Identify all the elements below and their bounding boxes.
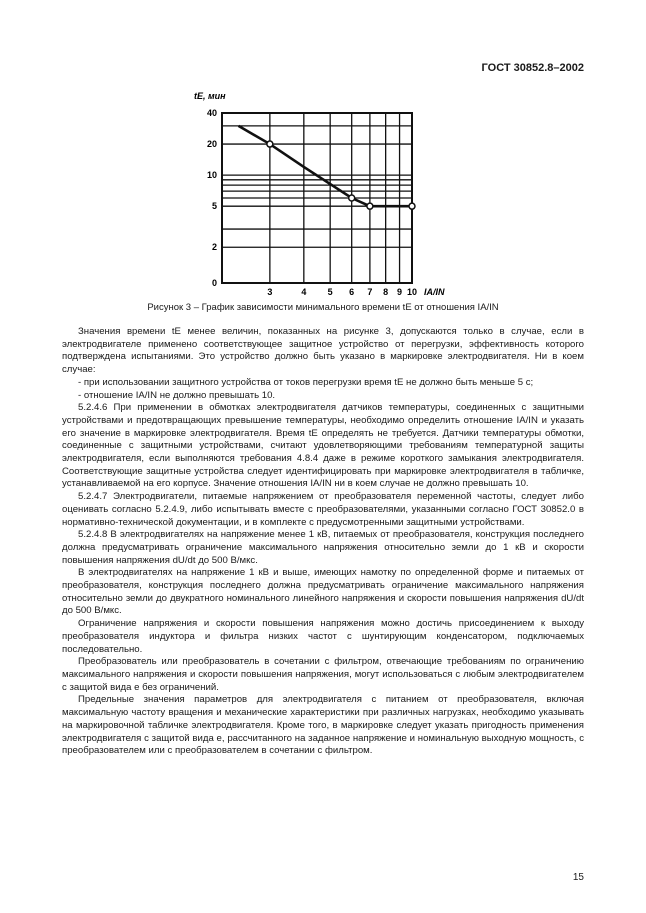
paragraph: 5.2.4.6 При применении в обмотках электродвигателя датчиков температуры, соединенных с защитными устройствами и предотвращающих превышение температуры, необходимо определить отношение IA/IN и указать его значение в маркировке электродвигателя. Время tE определять не требуется. Датчики температуры обмотки, соединенные с защитными устройствами, считают удовлетворяющими требованиям температурной защиты электродвигателя, если выполняются требования 4.8.4 даже в режиме короткого замыкания электродвигателя. Соответствующие защитные устройства следует идентифицировать при маркировке электродвигателя в табличке, устанавливаемой на его корпусе. Значение отношения IA/IN ни в коем случае не должно превышать 10.: [62, 402, 584, 490]
figure-caption: Рисунок 3 – График зависимости минимального времени tE от отношения IA/IN: [147, 302, 499, 313]
time-ratio-chart: [190, 85, 450, 300]
data-point: [367, 203, 373, 209]
y-tick-label: 10: [206, 170, 217, 181]
standard-header: ГОСТ 30852.8–2002: [481, 62, 584, 74]
data-point: [349, 195, 355, 201]
paragraph: 5.2.4.7 Электродвигатели, питаемые напряжением от преобразователя переменной частоты, следует либо оценивать согласно 5.2.4.9, либо испытывать вместе с преобразователями, указанными согласно ГОСТ 30852.0 в нормативно-технической документации, и в комплекте с предусмотренными защитными устройствами.: [62, 491, 584, 528]
data-point: [267, 141, 273, 147]
y-tick-label: 20: [206, 139, 217, 150]
paragraph: - при использовании защитного устройства от токов перегрузки время tE не должно быть меньше 5 с;: [78, 376, 534, 388]
x-tick-label: 6: [349, 287, 355, 297]
x-tick-label: 10: [406, 287, 418, 297]
paragraph: Предельные значения параметров для электродвигателя с питанием от преобразователя, включая максимальную частоту вращения и механические характеристики при различных нагрузках, необходимо указывать на маркировочной табличке электродвигателя. Кроме того, в маркировке следует указать пригодность применения электродвигателя с защитой вида e, рассчитанного на заданное напряжение и номинальную выходную мощность, с преобразователем или с преобразователем в сочетании с фильтром.: [62, 694, 584, 757]
paragraph: Ограничение напряжения и скорости повышения напряжения можно достичь присоединением к выходу преобразователя индуктора и фильтра низких частот с шунтирующим конденсатором, подключаемых последовательно.: [62, 618, 584, 655]
x-tick-label: 9: [397, 287, 403, 297]
x-tick-label: 4: [301, 287, 307, 297]
paragraph: Значения времени tE менее величин, показанных на рисунке 3, допускаются только в случае, если в электродвигателе применено соответствующее защитное устройство от перегрузки, эффективность которого подтверждена испытаниями. Это устройство должно быть указано в маркировке электродвигателя. Ни в коем случае:: [62, 326, 584, 376]
x-tick-label: 5: [327, 287, 333, 297]
paragraph: 5.2.4.8 В электродвигателях на напряжение менее 1 кВ, питаемых от преобразователя, конструкция последнего должна предусматривать ограничение максимального напряжения относительно земли до 1 кВ и скорости повышения напряжения dU/dt до 500 В/мкс.: [62, 529, 584, 566]
y-tick-label: 40: [206, 108, 217, 118]
paragraph: В электродвигателях на напряжение 1 кВ и выше, имеющих намотку по определенной форме и питаемых от преобразователя, конструкция последнего должна предусматривать ограничение максимального напряжения относительно земли до двукратного номинального линейного напряжения и скорости повышения напряжения dU/dt до 500 В/мкс.: [62, 567, 584, 617]
origin-label: 0: [211, 278, 217, 288]
y-axis-label: tE, мин: [194, 91, 226, 101]
y-tick-label: 5: [211, 201, 217, 212]
paragraph: - отношение IA/IN не должно превышать 10.: [78, 389, 276, 401]
x-axis-label: IA/IN: [424, 287, 445, 297]
body-text: [62, 326, 584, 758]
data-point: [409, 203, 415, 209]
x-tick-label: 8: [383, 287, 389, 297]
paragraph: Преобразователь или преобразователь в сочетании с фильтром, отвечающие требованиям по ограничению максимального напряжения и скорости повышения напряжения, могут использоваться с любым электродвигателем с защитой вида e без ограничений.: [62, 656, 584, 693]
y-tick-label: 2: [211, 242, 217, 253]
x-tick-label: 7: [367, 287, 373, 297]
x-tick-label: 3: [267, 287, 273, 297]
page-number: 15: [572, 872, 584, 883]
